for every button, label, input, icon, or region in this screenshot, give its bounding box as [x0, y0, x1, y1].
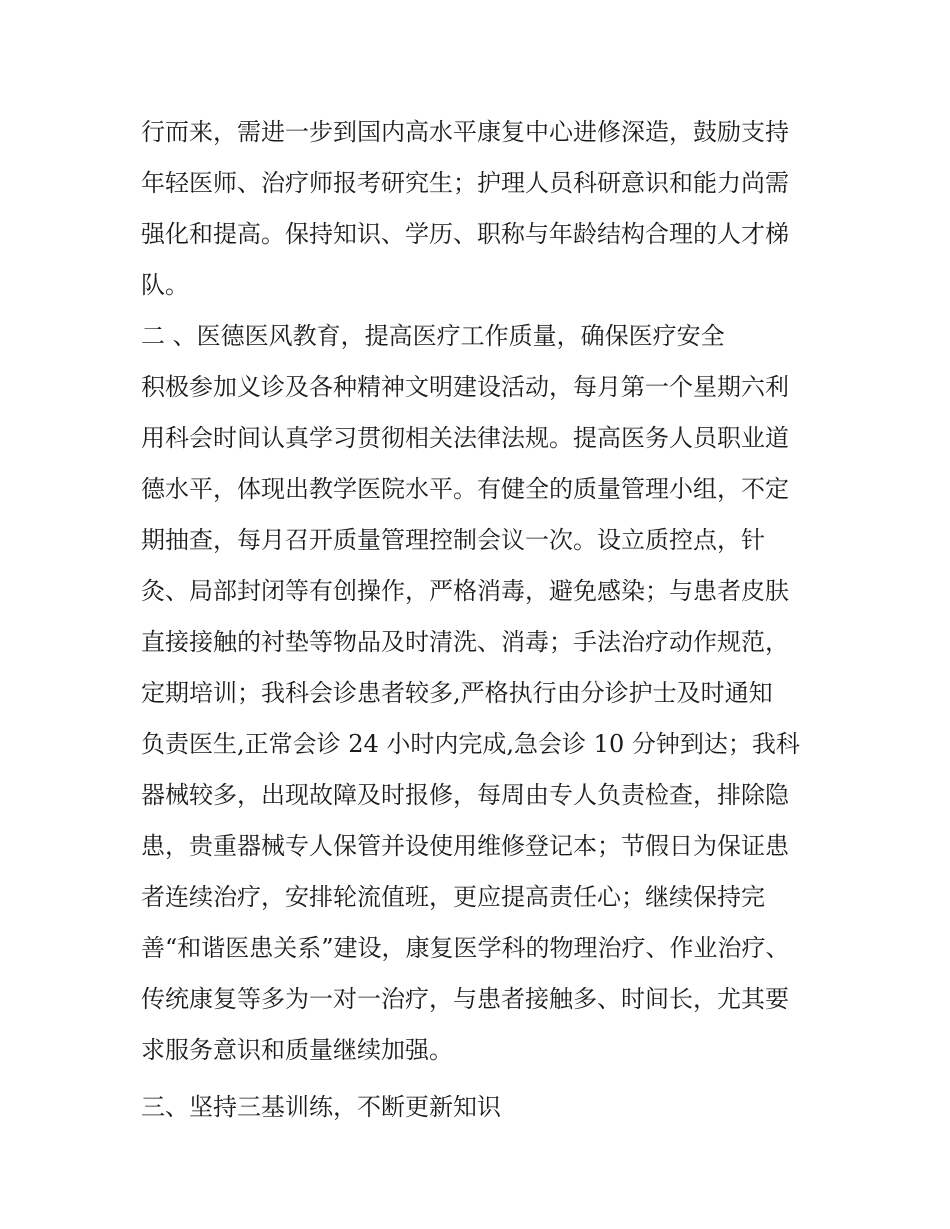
paragraph-1	[141, 107, 831, 311]
paragraph-line: 用科会时间认真学习贯彻相关法律法规。提高医务人员职业道	[141, 424, 789, 452]
section-3-heading: 三、坚持三基训练，不断更新知识	[141, 1093, 501, 1121]
paragraph-line: 行而来，需进一步到国内高水平康复中心进修深造，鼓励支持	[141, 118, 789, 146]
paragraph-line: 患，贵重器械专人保管并设使用维修登记本；节假日为保证患	[141, 832, 789, 860]
section-2-body	[141, 362, 831, 1076]
paragraph-line: 者连续治疗，安排轮流值班，更应提高责任心；继续保持完	[141, 883, 765, 911]
document-body	[141, 107, 831, 1133]
paragraph-line: 灸、局部封闭等有创操作，严格消毒，避免感染；与患者皮肤	[141, 577, 789, 605]
paragraph-line: 传统康复等多为一对一治疗，与患者接触多、时间长，尤其要	[141, 985, 789, 1013]
paragraph-line: 定期培训；我科会诊患者较多,严格执行由分诊护士及时通知	[141, 679, 773, 707]
paragraph-line: 负责医生,正常会诊 24 小时内完成,急会诊 10 分钟到达；我科	[141, 730, 800, 758]
paragraph-line: 善“和谐医患关系”建设，康复医学科的物理治疗、作业治疗、	[141, 934, 790, 962]
paragraph-line: 积极参加义诊及各种精神文明建设活动，每月第一个星期六利	[141, 373, 789, 401]
paragraph-line: 德水平，体现出教学医院水平。有健全的质量管理小组，不定	[141, 475, 789, 503]
paragraph-line: 年轻医师、治疗师报考研究生；护理人员科研意识和能力尚需	[141, 169, 789, 197]
paragraph-line: 直接接触的衬垫等物品及时清洗、消毒；手法治疗动作规范，	[141, 628, 789, 656]
paragraph-line: 强化和提高。保持知识、学历、职称与年龄结构合理的人才梯	[141, 220, 789, 248]
section-2-heading: 二 、医德医风教育，提高医疗工作质量，确保医疗安全	[141, 322, 725, 350]
paragraph-line: 器械较多，出现故障及时报修，每周由专人负责检查，排除隐	[141, 781, 789, 809]
paragraph-line: 队。	[141, 271, 189, 299]
paragraph-line: 求服务意识和质量继续加强。	[141, 1036, 453, 1064]
paragraph-line: 期抽查，每月召开质量管理控制会议一次。设立质控点，针	[141, 526, 765, 554]
